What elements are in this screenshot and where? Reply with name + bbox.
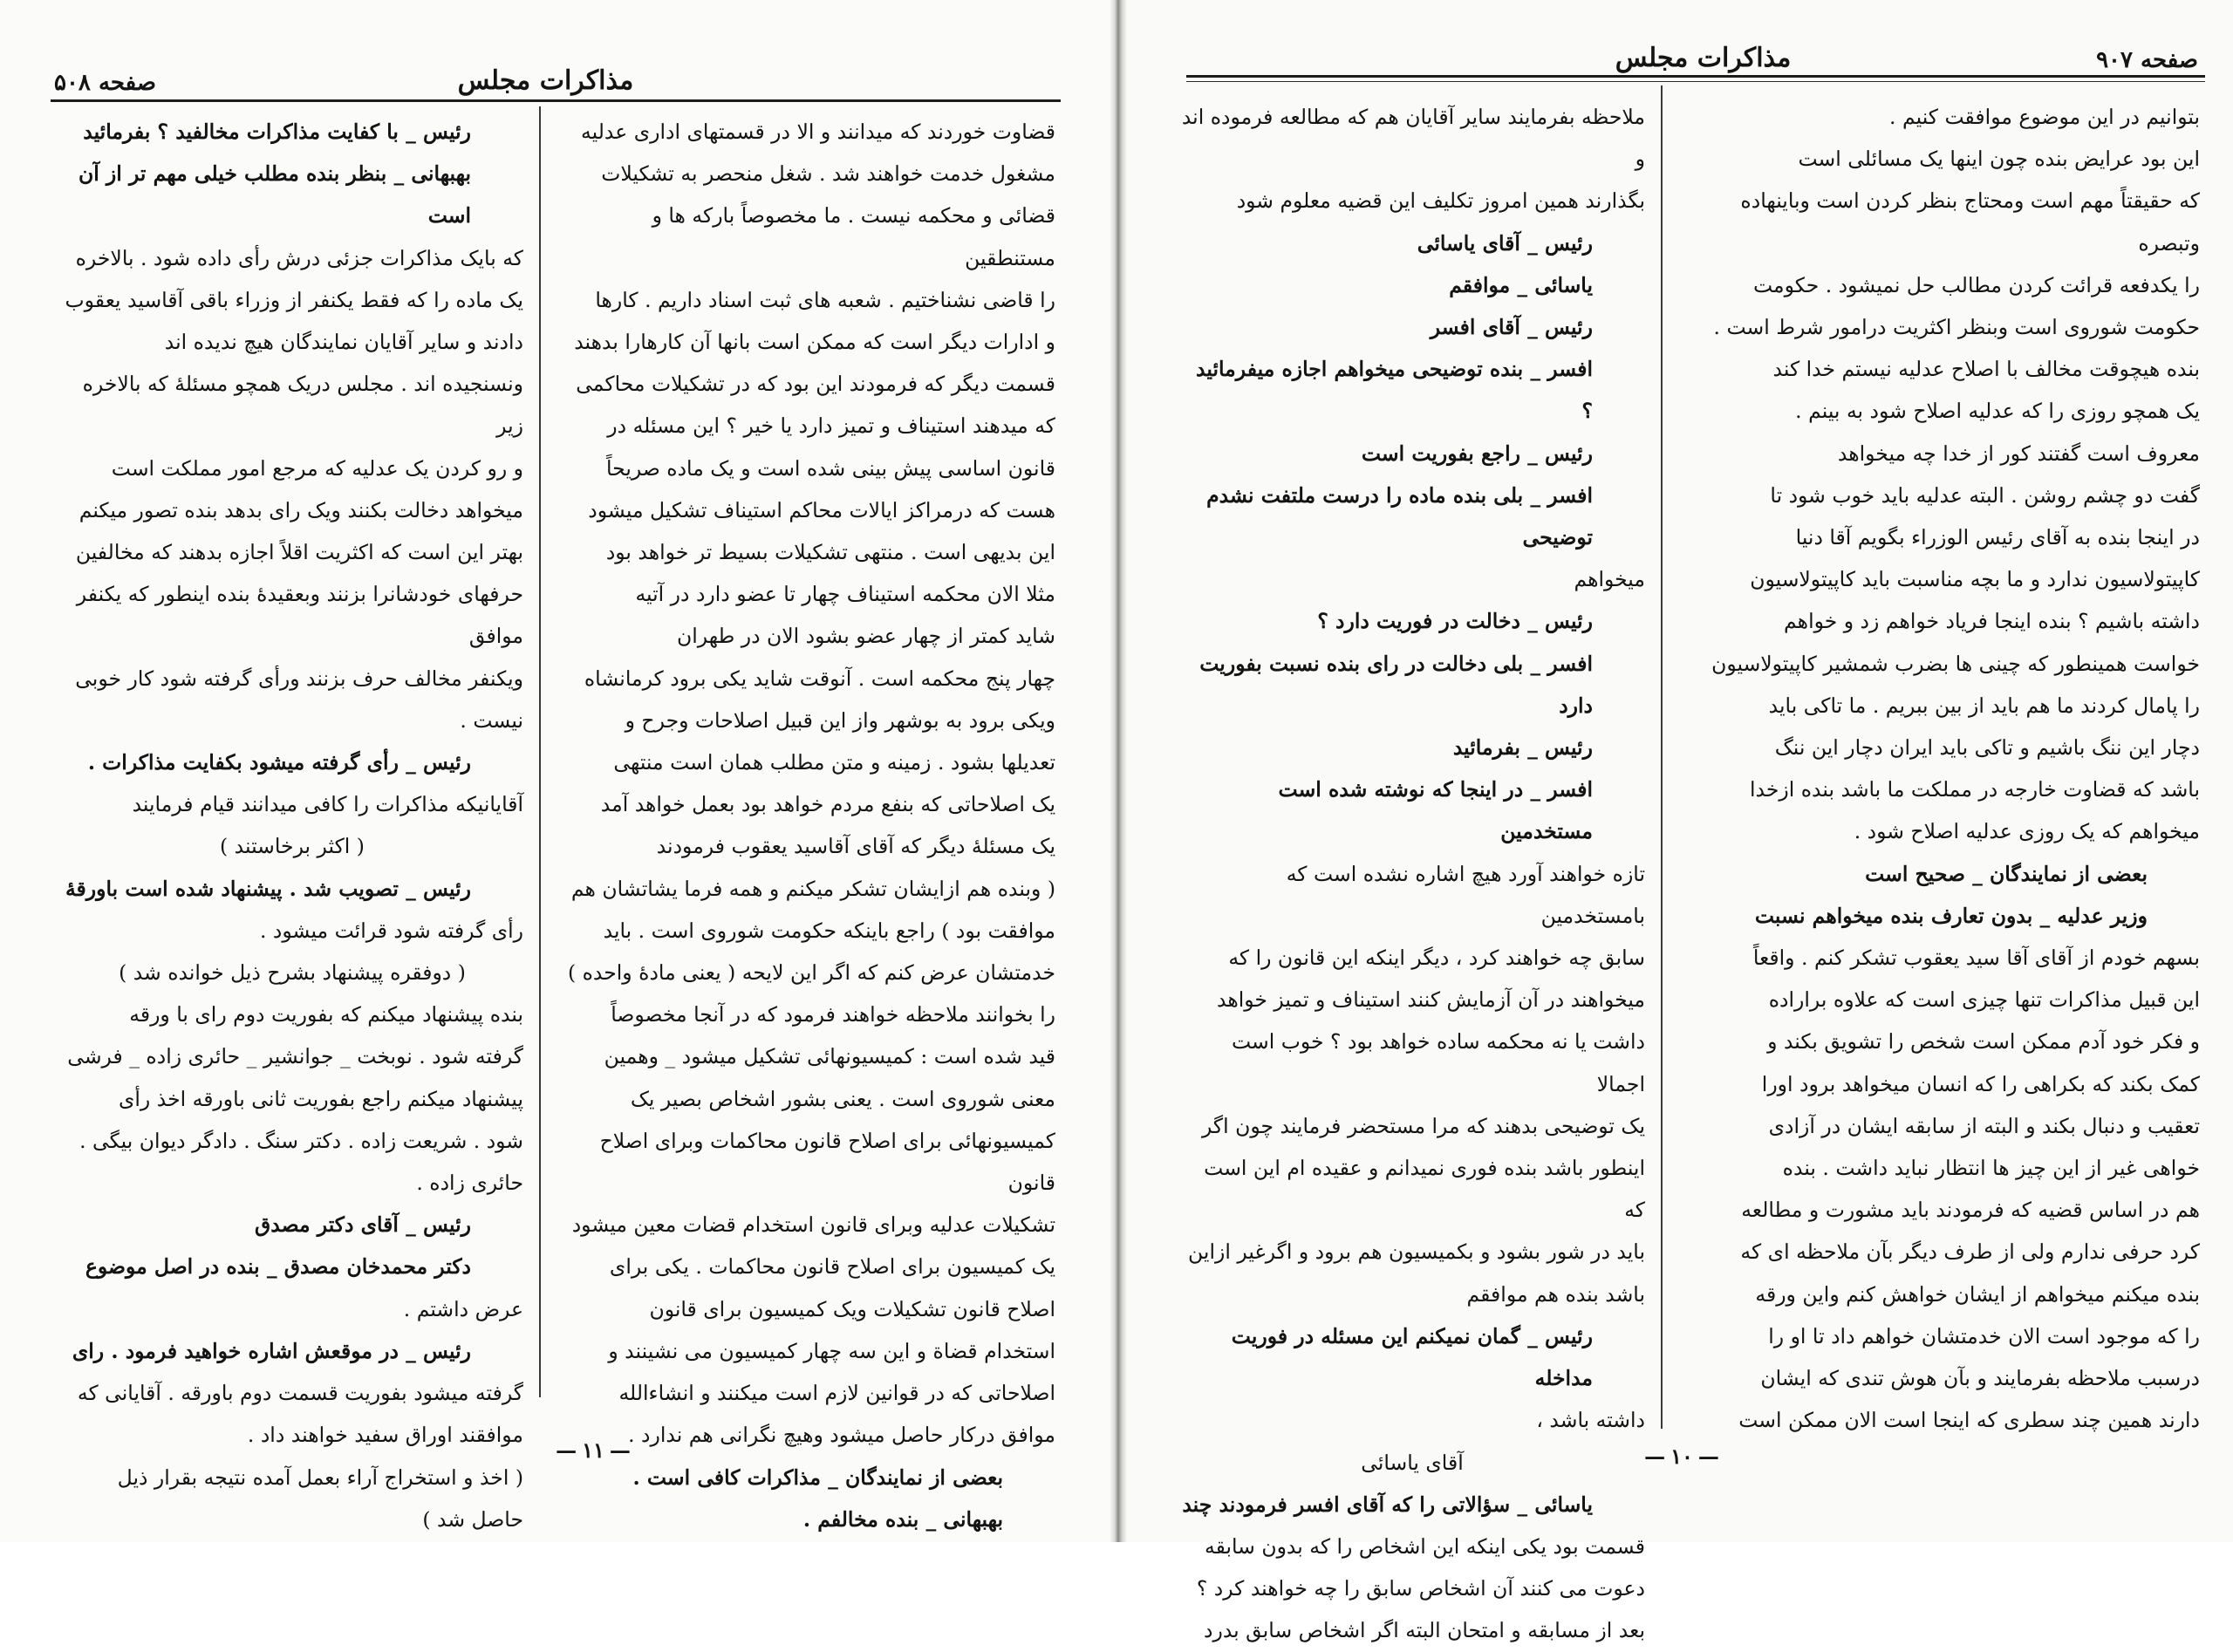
text-line: مثلا الان محکمه استیناف چهار تا عضو دارد در آتیه xyxy=(635,582,1055,607)
text-line: دعوت می کنند آن اشخاص سابق را چه خواهند کرد ؟ xyxy=(1196,1576,1645,1601)
text-line: دکتر محمدخان مصدق _ بنده در اصل موضوع xyxy=(85,1254,471,1280)
text-line: رئیس _ دخالت در فوریت دارد ؟ xyxy=(1317,609,1593,634)
text-line: بعد از مسابقه و امتحان البته اگر اشخاص سابق بدرد xyxy=(1204,1618,1645,1643)
text-line: بتوانیم در این موضوع موافقت کنیم . xyxy=(1889,105,2200,129)
text-line: شاید کمتر از چهار عضو بشود الان در طهران xyxy=(676,624,1055,649)
text-line: گرفته میشود بفوریت قسمت دوم باورقه . آقایانی که xyxy=(77,1381,523,1406)
text-line: کاپیتولاسیون ندارد و ما بچه مناسبت باید کاپیتولاسیون xyxy=(1750,567,2200,592)
right-header-rule xyxy=(1186,75,2205,78)
text-line: خدمتشان عرض کنم که اگر این لایحه ( یعنی مادهٔ واحده ) xyxy=(567,960,1055,986)
text-line: اینطور باشد بنده فوری نمیدانم و عقیده ام این است که xyxy=(1204,1156,1645,1223)
text-line: بنده پیشنهاد میکنم که بفوریت دوم رای با ورقه xyxy=(129,1002,523,1027)
right-header-title: مذاکرات مجلس xyxy=(1615,43,1792,73)
text-line: افسر _ در اینجا که نوشته شده است مستخدمین xyxy=(1278,777,1593,844)
text-line: رئیس _ آقای یاسائی xyxy=(1417,230,1593,256)
text-line: قسمت بود یکی اینکه این اشخاص را که بدون سابقه xyxy=(1204,1533,1645,1559)
text-line: باشد بنده هم موافقم xyxy=(1466,1281,1645,1307)
text-line: اصلاح قانون تشکیلات ویک کمیسیون برای قانون xyxy=(649,1296,1055,1321)
text-line: یک توضیحی بدهند که مرا مستحضر فرمایند چون اگر xyxy=(1201,1113,1645,1138)
text-line: بعضی از نمایندگان _ مذاکرات کافی است . xyxy=(632,1464,1003,1490)
text-line: پیشنهاد میکنم راجع بفوریت ثانی باورقه اخذ رأی xyxy=(119,1086,523,1111)
text-line: رأی گرفته شود قرائت میشود . xyxy=(259,918,523,943)
text-line: خواست همینطور که چینی ها بضرب شمشیر کاپیتولاسیون xyxy=(1711,651,2200,676)
text-line: بهبهانی _ بنظر بنده مطلب خیلی مهم تر از آن است xyxy=(78,161,471,229)
text-line: قسمت دیگر که فرمودند این بود که در تشکیلات محاکمی xyxy=(576,372,1055,397)
text-line: قانون اساسی پیش بینی شده است و یک ماده صریحاً xyxy=(606,455,1055,481)
left-column-divider xyxy=(539,106,541,1397)
text-line: رئیس _ آقای افسر xyxy=(1430,315,1593,340)
text-line: درسبب ملاحظه بفرمایند و بآن هوش تندی که ایشان xyxy=(1760,1366,2200,1391)
text-line: یاسائی _ موافقم xyxy=(1449,272,1593,297)
text-line: قضاوت خوردند که میدانند و الا در قسمتهای اداری عدلیه xyxy=(581,119,1055,144)
text-line: چهار پنج محکمه است . آنوقت شاید یکی برود کرمانشاه xyxy=(584,666,1055,691)
text-line: قید شده است : کمیسیونهائی تشکیل میشود _ وهمین xyxy=(604,1044,1055,1069)
text-line: آقایانیکه مذاکرات را کافی میدانند قیام فرمایند xyxy=(132,792,523,817)
text-line: و رو کردن یک عدلیه که مرجع امور مملکت است xyxy=(111,455,523,481)
text-line: یک کمیسیون برای اصلاح قانون محاکمات . یکی برای xyxy=(609,1254,1055,1280)
text-line: که میدهند استیناف و تمیز دارد یا خیر ؟ این مسئله در xyxy=(607,413,1055,439)
text-line: رئیس _ تصویب شد . پیشنهاد شده است باورقهٔ xyxy=(65,876,471,901)
text-line: آقای یاسائی xyxy=(1361,1450,1464,1475)
text-line: حرفهای خودشانرا بزنند وبعقیدهٔ بنده اینطور که یکنفر موافق xyxy=(76,582,523,649)
text-line: رئیس _ راجع بفوریت است xyxy=(1361,440,1593,466)
text-line: بنده میکنم میخواهم از ایشان خواهش کنم واین ورقه xyxy=(1755,1281,2200,1307)
text-line: را بخوانند ملاحظه خواهند فرمود که در آنجا مخصوصاً xyxy=(611,1002,1055,1027)
text-line: داشته باشد ، xyxy=(1536,1408,1645,1433)
text-line: کرد حرفی ندارم ولی از طرف دیگر بآن ملاحظه ای که xyxy=(1740,1239,2200,1265)
text-line: میخواهند در آن آزمایش کنند استیناف و تمیز خواهد xyxy=(1217,987,1645,1013)
text-line: میخواهد دخالت بکنند ویک رای بدهد بنده تصور میکنم xyxy=(79,497,523,522)
text-line: دچار این ننگ باشیم و تاکی باید ایران دچار این ننگ xyxy=(1774,735,2200,761)
right-page xyxy=(1127,0,2233,1643)
left-page-column-left xyxy=(61,111,523,1540)
text-line: میخواهم xyxy=(1574,567,1645,592)
text-line: را که موجود است الان خدمتشان خواهم داد تا او را xyxy=(1768,1323,2200,1348)
right-column-divider xyxy=(1661,85,1663,1429)
right-running-header xyxy=(1188,35,2198,73)
left-running-header xyxy=(54,58,1057,96)
text-line: یک ماده را که فقط یکنفر از وزراء باقی آقاسید یعقوب xyxy=(65,287,523,312)
text-line: شود . شریعت زاده . دکتر سنگ . دادگر دیوان بیگی . xyxy=(79,1128,523,1153)
text-line: را قاضی نشناختیم . شعبه های ثبت اسناد داریم . کارها xyxy=(595,287,1055,312)
text-line: وزیر عدلیه _ بدون تعارف بنده میخواهم نسبت xyxy=(1754,903,2148,928)
text-line: این قبیل مذاکرات تنها چیزی است که علاوه براراده xyxy=(1768,987,2200,1013)
text-line: استخدام قضاة و این سه چهار کمیسیون می نشینند و xyxy=(608,1338,1055,1363)
text-line: معروف است گفتند کور از خدا چه میخواهد xyxy=(1837,440,2200,466)
text-line: یک اصلاحاتی که بنفع مردم خواهد بود بعمل خواهد آمد xyxy=(600,792,1055,817)
text-line: هست که درمراکز ایالات محاکم استیناف تشکیل میشود xyxy=(588,497,1055,522)
text-line: این بود عرایض بنده چون اینها یک مسائلی است xyxy=(1798,147,2200,172)
text-line: را یکدفعه قرائت کردن مطالب حل نمیشود . حکومت xyxy=(1752,272,2200,297)
text-line: دادند و سایر آقایان نمایندگان هیچ ندیده اند xyxy=(164,330,523,355)
text-line: گفت دو چشم روشن . البته عدلیه باید خوب شود تا xyxy=(1770,482,2200,508)
left-header-rule xyxy=(51,99,1061,102)
text-line: رئیس _ در موقعش اشاره خواهید فرمود . رای xyxy=(72,1338,471,1363)
left-header-title: مذاکرات مجلس xyxy=(457,65,634,96)
right-page-column-right xyxy=(1682,96,2200,1442)
right-header-rule-inner xyxy=(1186,81,2205,82)
text-line: داشته باشیم ؟ بنده اینجا فریاد خواهم زد و خواهم xyxy=(1784,609,2200,634)
left-page xyxy=(0,0,1110,1542)
left-page-number: صفحه ۵۰۸ xyxy=(54,70,156,96)
text-line: رئیس _ با کفایت مذاکرات مخالفید ؟ بفرمائید xyxy=(83,119,471,144)
text-line: داشت یا نه محکمه ساده خواهد بود ؟ خوب است اجمالا xyxy=(1231,1029,1645,1096)
text-line: حائری زاده . xyxy=(416,1171,523,1196)
text-line: بهبهانی _ بنده مخالفم . xyxy=(802,1506,1003,1532)
text-line: ( اخذ و استخراج آراء بعمل آمده نتیجه بقرار ذیل xyxy=(117,1464,523,1490)
text-line: رئیس _ رأی گرفته میشود بکفایت مذاکرات . xyxy=(87,750,471,775)
text-line: باشد که قضاوت خارجه در مملکت ما باشد بنده ازخدا xyxy=(1750,777,2200,802)
text-line: افسر _ بنده توضیحی میخواهم اجازه میفرمائید ؟ xyxy=(1196,357,1593,424)
text-line: ( اکثر برخاستند ) xyxy=(220,834,365,859)
text-line: که بایک مذاکرات جزئی درش رأی داده شود . بالاخره xyxy=(75,245,523,270)
text-line: ویکی برود به بوشهر واز این قبیل اصلاحات وجرح و xyxy=(625,707,1055,733)
text-line: یک همچو روزی را که عدلیه اصلاح شود به بینم . xyxy=(1795,399,2200,424)
text-line: بگذارند همین امروز تکلیف این قضیه معلوم شود xyxy=(1236,188,1645,214)
text-line: در اینجا بنده به آقای رئیس الوزراء بگویم آقا دنیا xyxy=(1795,525,2200,550)
text-line: گرفته شود . نوبخت _ جوانشیر _ حائری زاده _ فرشی xyxy=(67,1044,523,1069)
text-line: ویکنفر مخالف حرف بزنند ورأی گرفته شود کار خوبی نیست . xyxy=(75,666,523,733)
text-line: تعقیب و دنبال بکند و البته از سابقه ایشان در آزادی xyxy=(1768,1113,2200,1138)
text-line: رئیس _ گمان نمیکنم این مسئله در فوریت مداخله xyxy=(1231,1323,1593,1391)
book-gutter xyxy=(1110,0,1127,1542)
text-line: این بدیهی است . منتهی تشکیلات بسیط تر خواهد بود xyxy=(605,540,1055,565)
text-line: یاسائی _ سؤالاتی را که آقای افسر فرمودند چند xyxy=(1182,1492,1593,1517)
text-line: بهتر این است که اکثریت اقلاً اجازه بدهند که مخالفین xyxy=(75,540,523,565)
text-line: رئیس _ بفرمائید xyxy=(1452,735,1593,761)
text-line: ملاحظه بفرمایند سایر آقایان هم که مطالعه فرموده اند و xyxy=(1181,105,1645,172)
text-line: اصلاحاتی که در قوانین لازم است میکنند و انشاءالله xyxy=(618,1381,1055,1406)
text-line: کمیسیونهائی برای اصلاح قانون محاکمات وبرای اصلاح قانون xyxy=(599,1128,1055,1196)
text-line: و فکر خود آدم ممکن است شخص را تشویق بکند و xyxy=(1767,1029,2200,1055)
text-line: موافق درکار حاصل میشود وهیچ نگرانی هم ندارد . xyxy=(628,1423,1055,1448)
text-line: کمک بکند که بکراهی را که انسان میخواهد برود اورا xyxy=(1761,1071,2200,1096)
text-line: حکومت شوروی است وبنظر اکثریت درامور شرط است . xyxy=(1713,315,2200,340)
text-line: خواهی غیر از این چیز ها انتظار نباید داشت . بنده xyxy=(1782,1156,2200,1181)
text-line: بسهم خودم از آقای آقا سید یعقوب تشکر کنم . واقعاً xyxy=(1752,945,2200,971)
text-line: حاصل شد ) xyxy=(422,1506,523,1532)
text-line: موافقت بود ) راجع باینکه حکومت شوروی است . باید xyxy=(603,918,1055,943)
text-line: ونسنجیده اند . مجلس دریک همچو مسئلهٔ که بالاخره زیر xyxy=(82,372,523,439)
text-line: قضائی و محکمه نیست . ما مخصوصاً بارکه ها و مستنطقین xyxy=(652,203,1055,270)
text-line: یک مسئلهٔ دیگر که آقای آقاسید یعقوب فرمودند xyxy=(656,834,1055,859)
text-line: تازه خواهند آورد هیچ اشاره نشده است که بامستخدمین xyxy=(1286,861,1645,928)
text-line: افسر _ بلی دخالت در رای بنده نسبت بفوریت دارد xyxy=(1199,651,1593,718)
text-line: و ادارات دیگر است که ممکن است بانها آن کارهارا بدهند xyxy=(574,330,1055,355)
text-line: افسر _ بلی بنده ماده را درست ملتفت نشدم توضیحی xyxy=(1206,482,1593,550)
text-line: میخواهم که یک روزی عدلیه اصلاح شود . xyxy=(1854,819,2200,844)
text-line: هم در اساس قضیه که فرمودند باید مشورت و مطالعه xyxy=(1741,1198,2200,1223)
right-folio: — ۱۰ — xyxy=(1595,1444,1769,1469)
left-folio: — ۱۱ — xyxy=(506,1437,680,1463)
text-line: مشغول خدمت خواهند شد . شغل منحصر به تشکیلات xyxy=(601,161,1055,187)
text-line: موافقند اوراق سفید خواهند داد . xyxy=(247,1423,523,1448)
text-line: تعدیلها بشود . زمینه و متن مطلب همان است منتهی xyxy=(613,750,1055,775)
text-line: رئیس _ آقای دکتر مصدق xyxy=(255,1212,471,1238)
text-line: ( وبنده هم ازایشان تشکر میکنم و همه فرما یشاتشان هم xyxy=(570,876,1055,901)
text-line: دارند همین چند سطری که اینجا است الان ممکن است xyxy=(1738,1408,2200,1433)
text-line: ( دوفقره پیشنهاد بشرح ذیل خوانده شد ) xyxy=(119,960,466,986)
text-line: باید در شور بشود و بکمیسیون هم برود و اگرغیر ازاین xyxy=(1188,1239,1645,1265)
text-line: سابق چه خواهند کرد ، دیگر اینکه این قانون را که xyxy=(1228,945,1645,971)
text-line: که حقیقتاً مهم است ومحتاج بنظر کردن است وباینهاده وتبصره xyxy=(1740,188,2200,256)
text-line: بعضی از نمایندگان _ صحیح است xyxy=(1865,861,2148,886)
text-line: معنی شوروی است . یعنی بشور اشخاص بصیر یک xyxy=(630,1086,1055,1111)
text-line: عرض داشتم . xyxy=(403,1296,523,1321)
text-line: را پامال کردند ما هم باید از بین ببریم . ما تاکی باید xyxy=(1768,693,2200,718)
left-page-column-right xyxy=(558,111,1055,1540)
right-page-number: صفحه ۹۰۷ xyxy=(2096,47,2198,73)
right-page-column-left xyxy=(1179,96,1645,1652)
text-line: بنده هیچوقت مخالف با اصلاح عدلیه نیستم خدا کند xyxy=(1772,357,2200,382)
text-line: تشکیلات عدلیه وبرای قانون استخدام قضات معین میشود xyxy=(571,1212,1055,1238)
